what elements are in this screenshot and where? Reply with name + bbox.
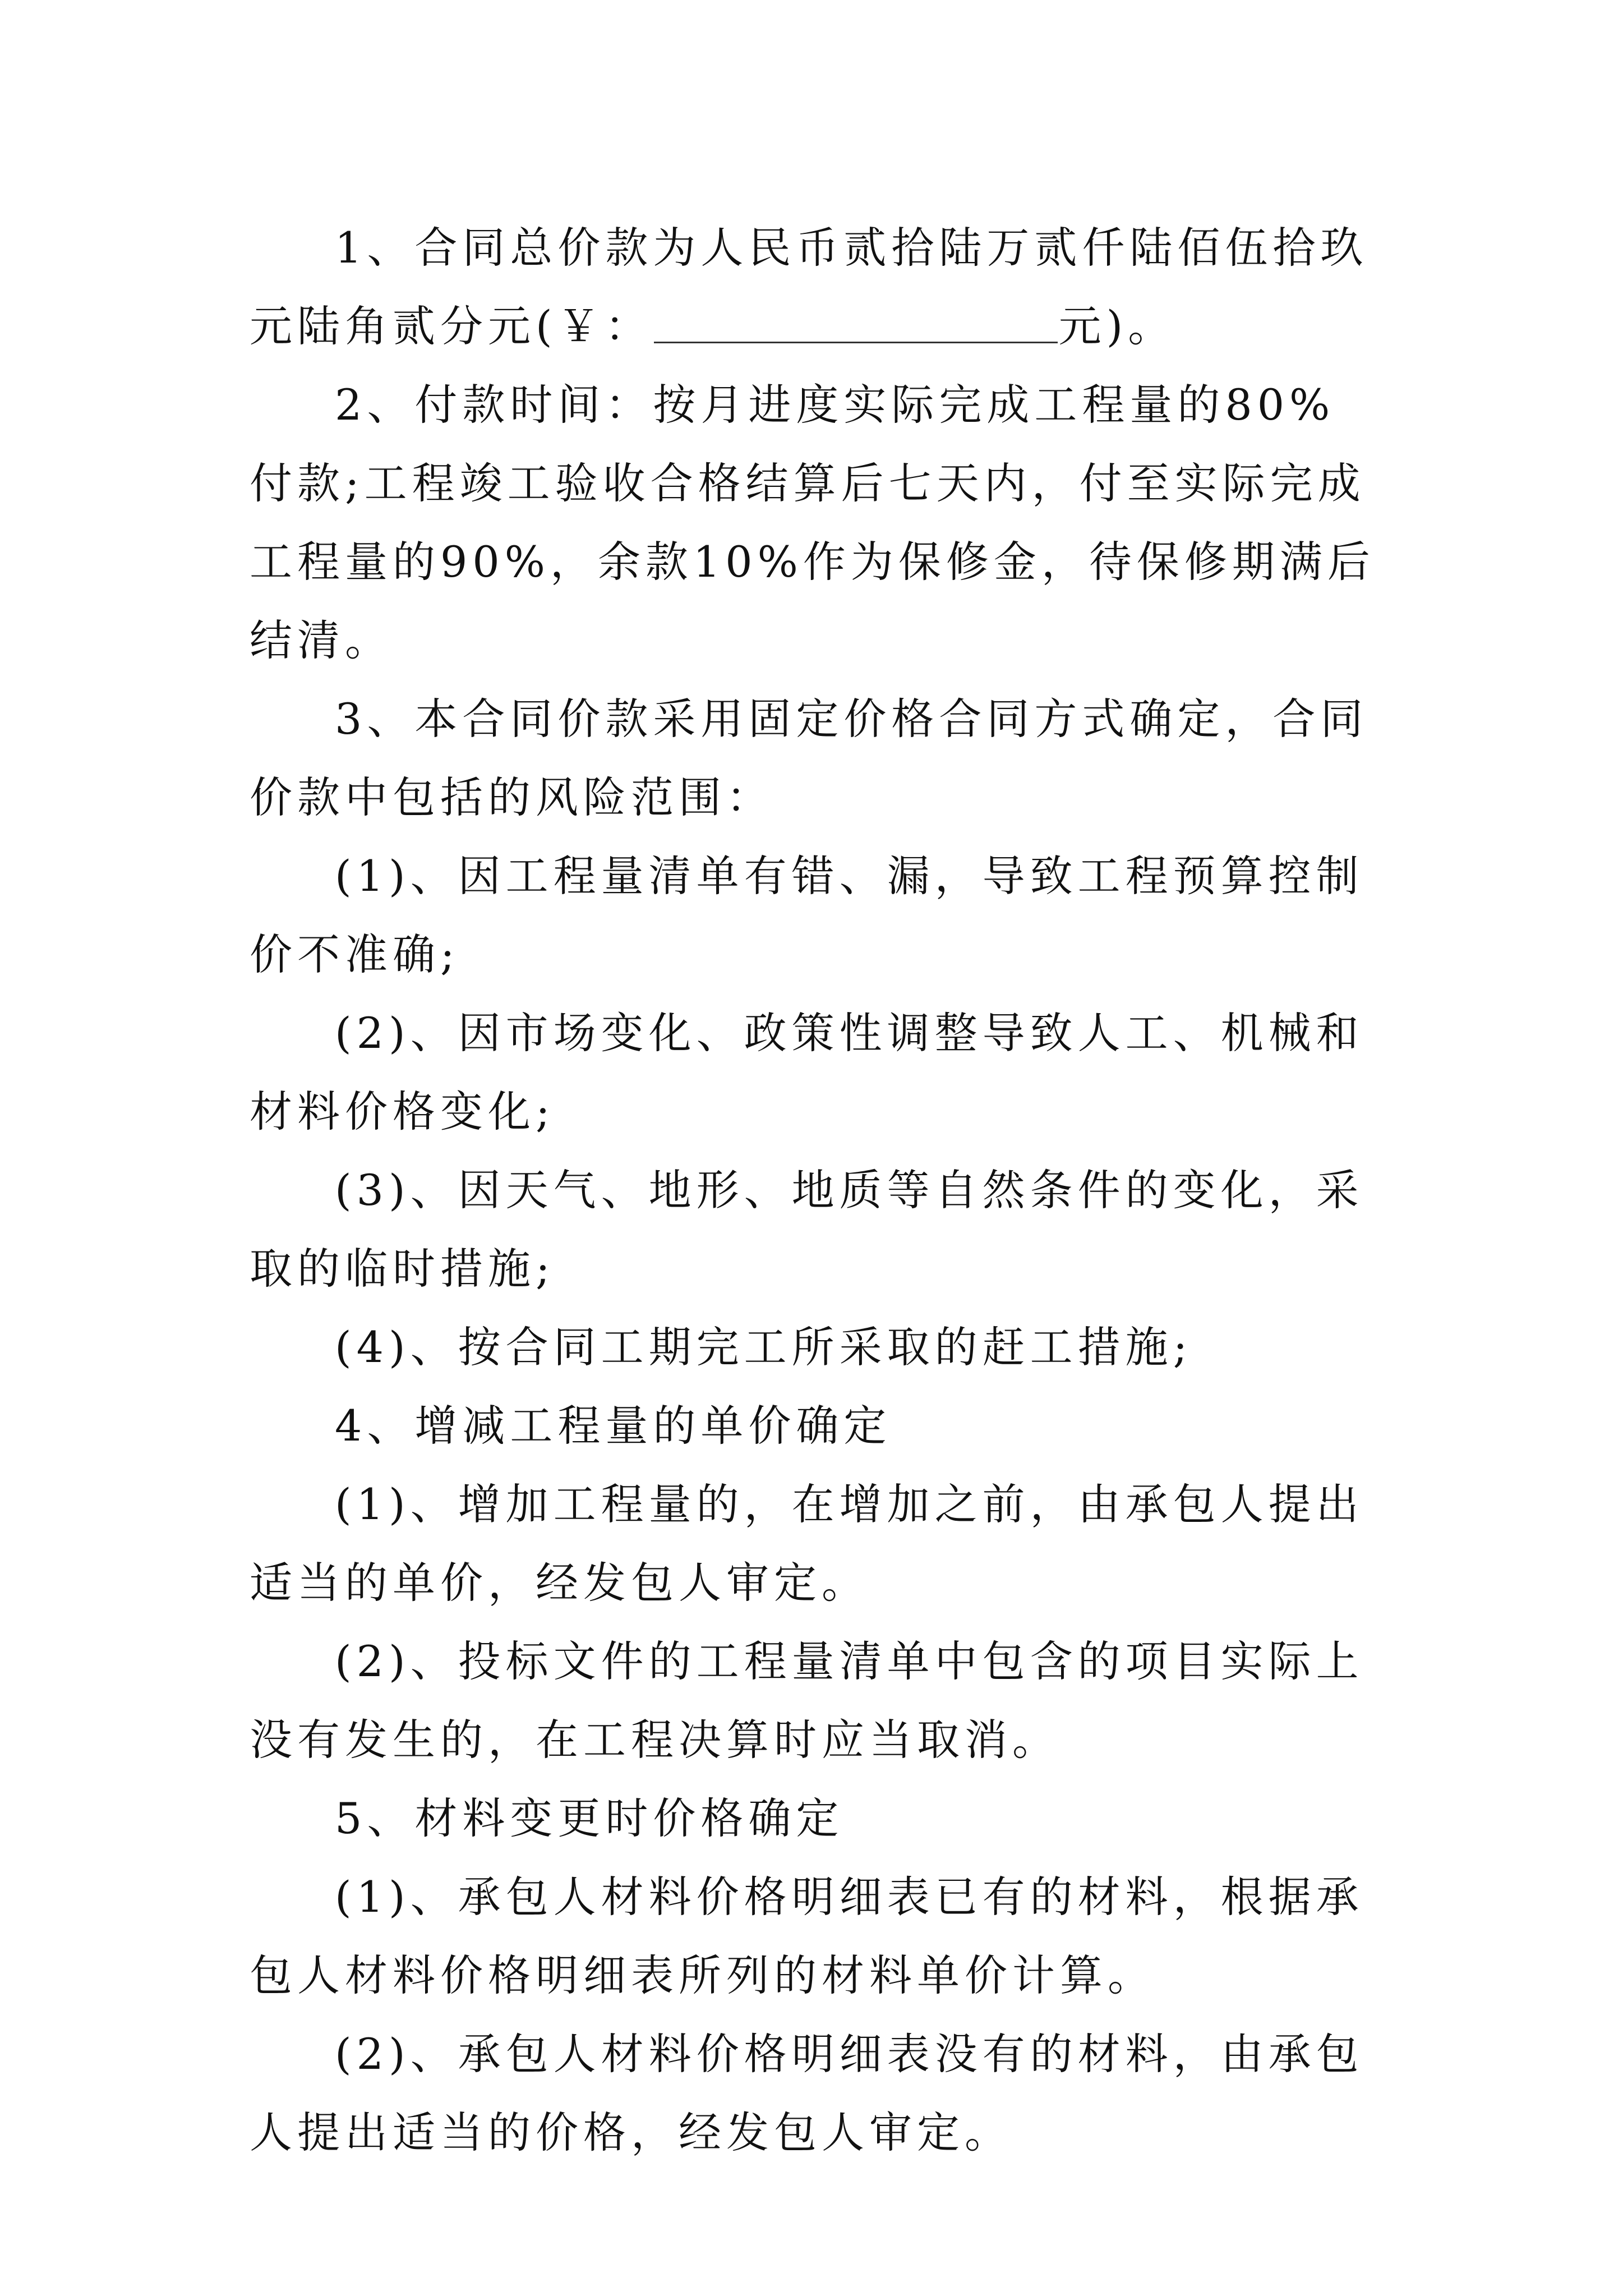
paragraph-quantity-item-2: (2)、投标文件的工程量清单中包含的项目实际上没有发生的，在工程决算时应当取消。 bbox=[250, 1636, 1364, 1765]
document-body bbox=[250, 209, 1382, 2172]
paragraph-material-item-1: (1)、承包人材料价格明细表已有的材料，根据承包人材料价格明细表所列的材料单价计算。 bbox=[250, 1872, 1364, 2000]
paragraph-fixed-price-risk-scope: 3、本合同价款采用固定价格合同方式确定，合同价款中包括的风险范围： bbox=[250, 694, 1368, 822]
contract-total-price-text: 1、合同总价款为人民币贰拾陆万贰仟陆佰伍拾玖元陆角贰分元(￥： bbox=[250, 223, 1368, 351]
paragraph-material-price-heading: 5、材料变更时价格确定 bbox=[335, 1793, 844, 1843]
paragraph-material-item-2: (2)、承包人材料价格明细表没有的材料，由承包人提出适当的价格，经发包人审定。 bbox=[250, 2029, 1364, 2157]
paragraph-risk-item-3: (3)、因天气、地形、地质等自然条件的变化，采取的临时措施; bbox=[250, 1165, 1364, 1294]
amount-blank-line bbox=[654, 305, 1058, 343]
contract-total-price-suffix: 元)。 bbox=[1058, 301, 1176, 351]
paragraph-quantity-item-1: (1)、增加工程量的，在增加之前，由承包人提出适当的单价，经发包人审定。 bbox=[250, 1479, 1364, 1608]
paragraph-risk-item-2: (2)、因市场变化、政策性调整导致人工、机械和材料价格变化; bbox=[250, 1008, 1364, 1137]
paragraph-contract-total-price bbox=[250, 209, 1382, 366]
paragraph-quantity-unit-price-heading: 4、增减工程量的单价确定 bbox=[335, 1401, 892, 1451]
paragraph-risk-item-4: (4)、按合同工期完工所采取的赶工措施; bbox=[335, 1322, 1193, 1372]
paragraph-risk-item-1: (1)、因工程量清单有错、漏，导致工程预算控制价不准确; bbox=[250, 851, 1364, 979]
paragraph-payment-time: 2、付款时间：按月进度实际完成工程量的80%付款;工程竣工验收合格结算后七天内，付至实际完成工程量的90%，余款10%作为保修金，待保修期满后结清。 bbox=[250, 380, 1375, 665]
